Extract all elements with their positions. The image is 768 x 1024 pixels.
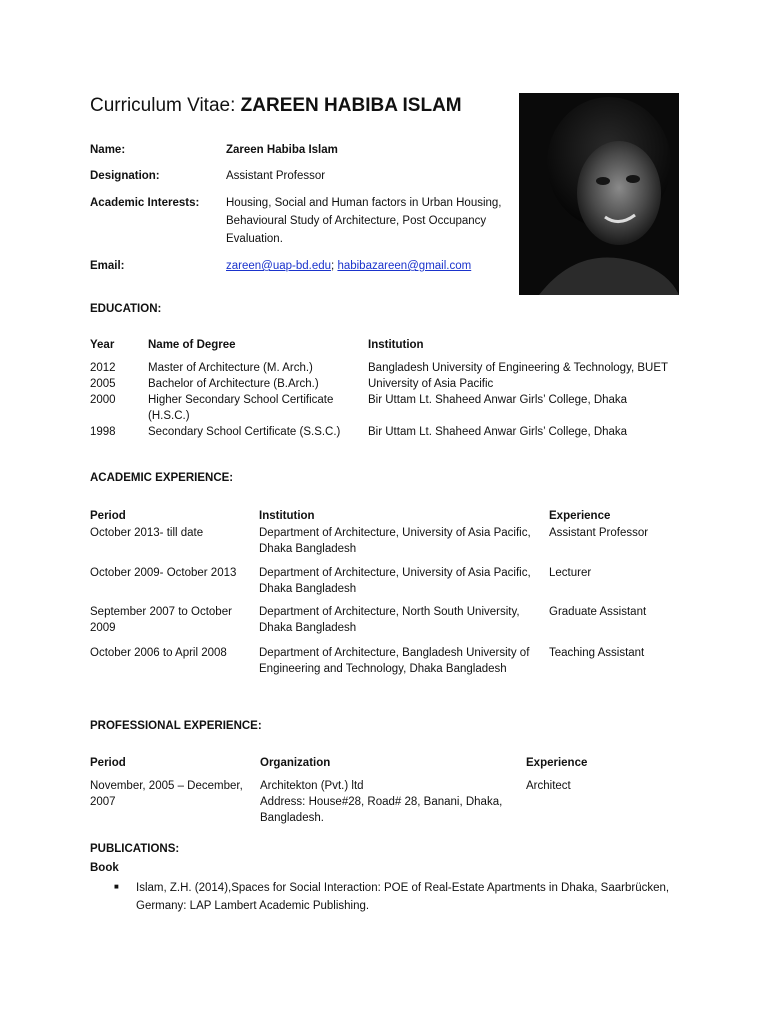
education-col-institution: Institution <box>368 339 424 351</box>
academic-period: October 2006 to April 2008 <box>90 647 227 659</box>
academic-institution-line: Dhaka Bangladesh <box>259 543 357 555</box>
document-title <box>90 94 462 118</box>
academic-experience: Graduate Assistant <box>549 606 647 618</box>
publication-item <box>136 879 669 915</box>
profile-photo <box>519 93 679 295</box>
professional-period-line: 2007 <box>90 796 116 808</box>
education-col-year: Year <box>90 339 115 351</box>
professional-period-line: November, 2005 – December, <box>90 780 243 792</box>
name-value: Zareen Habiba Islam <box>226 144 338 156</box>
education-year: 2012 <box>90 362 116 374</box>
education-year: 2005 <box>90 378 116 390</box>
bullet-icon: ■ <box>114 882 119 891</box>
academic-institution <box>259 645 529 677</box>
email-value <box>226 257 471 275</box>
publication-line: Germany: LAP Lambert Academic Publishing. <box>136 900 370 912</box>
publications-heading: PUBLICATIONS: <box>90 843 180 855</box>
title-prefix: Curriculum Vitae: <box>90 95 236 116</box>
professional-col-organization: Organization <box>260 757 331 769</box>
education-degree: Bachelor of Architecture (B.Arch.) <box>148 378 319 390</box>
academic-institution <box>259 565 531 597</box>
academic-institution <box>259 525 531 557</box>
publication-line: Islam, Z.H. (2014),Spaces for Social Interaction: POE of Real-Estate Apartments in Dhaka, Saarbrücken, <box>136 882 670 894</box>
email-link-personal[interactable]: habibazareen@gmail.com <box>337 260 472 272</box>
academic-col-institution: Institution <box>259 510 315 522</box>
academic-institution-line: Dhaka Bangladesh <box>259 622 357 634</box>
education-institution: Bangladesh University of Engineering & Technology, BUET <box>368 362 669 374</box>
professional-organization-line: Architekton (Pvt.) ltd <box>260 780 364 792</box>
education-degree-line: Higher Secondary School Certificate <box>148 394 334 406</box>
designation-label: Designation: <box>90 170 160 182</box>
education-heading: EDUCATION: <box>90 303 162 315</box>
academic-period-line: 2009 <box>90 622 116 634</box>
professional-organization-line: Bangladesh. <box>260 812 324 824</box>
professional-period <box>90 778 243 810</box>
academic-institution-line: Department of Architecture, University of Asia Pacific, <box>259 527 531 539</box>
portrait-image <box>519 93 679 295</box>
academic-period-line: September 2007 to October <box>90 606 232 618</box>
interests-line: Behavioural Study of Architecture, Post Occupancy <box>226 215 487 227</box>
education-degree-line: (H.S.C.) <box>148 410 190 422</box>
academic-institution-line: Department of Architecture, North South University, <box>259 606 520 618</box>
education-degree: Master of Architecture (M. Arch.) <box>148 362 313 374</box>
academic-heading: ACADEMIC EXPERIENCE: <box>90 472 234 484</box>
professional-col-experience: Experience <box>526 757 588 769</box>
education-col-degree: Name of Degree <box>148 339 236 351</box>
email-link-work[interactable]: zareen@uap-bd.edu <box>226 260 332 272</box>
academic-col-experience: Experience <box>549 510 611 522</box>
academic-period: October 2013- till date <box>90 527 204 539</box>
professional-heading: PROFESSIONAL EXPERIENCE: <box>90 720 262 732</box>
professional-organization-line: Address: House#28, Road# 28, Banani, Dhaka, <box>260 796 503 808</box>
academic-experience: Assistant Professor <box>549 527 649 539</box>
interests-line: Evaluation. <box>226 233 283 245</box>
education-institution: Bir Uttam Lt. Shaheed Anwar Girls’ College, Dhaka <box>368 426 628 438</box>
academic-institution-line: Dhaka Bangladesh <box>259 583 357 595</box>
education-degree: Secondary School Certificate (S.S.C.) <box>148 426 341 438</box>
academic-period <box>90 604 232 636</box>
email-label: Email: <box>90 260 125 272</box>
education-year: 2000 <box>90 394 116 406</box>
academic-institution <box>259 604 520 636</box>
interests-line: Housing, Social and Human factors in Urban Housing, <box>226 197 502 209</box>
professional-col-period: Period <box>90 757 126 769</box>
academic-institution-line: Department of Architecture, Bangladesh University of <box>259 647 530 659</box>
title-name: ZAREEN HABIBA ISLAM <box>240 95 462 116</box>
academic-institution-line: Department of Architecture, University of Asia Pacific, <box>259 567 531 579</box>
interests-value <box>226 194 502 248</box>
education-year: 1998 <box>90 426 116 438</box>
professional-experience: Architect <box>526 780 571 792</box>
education-degree <box>148 392 333 424</box>
academic-period: October 2009- October 2013 <box>90 567 237 579</box>
designation-value: Assistant Professor <box>226 170 326 182</box>
email-separator: ; <box>331 260 335 272</box>
academic-institution-line: Engineering and Technology, Dhaka Bangladesh <box>259 663 507 675</box>
interests-label: Academic Interests: <box>90 197 200 209</box>
professional-organization <box>260 778 502 826</box>
academic-col-period: Period <box>90 510 126 522</box>
academic-experience: Lecturer <box>549 567 592 579</box>
name-label: Name: <box>90 144 126 156</box>
education-institution: Bir Uttam Lt. Shaheed Anwar Girls’ College, Dhaka <box>368 394 628 406</box>
publications-subheading: Book <box>90 862 119 874</box>
education-institution: University of Asia Pacific <box>368 378 494 390</box>
academic-experience: Teaching Assistant <box>549 647 645 659</box>
